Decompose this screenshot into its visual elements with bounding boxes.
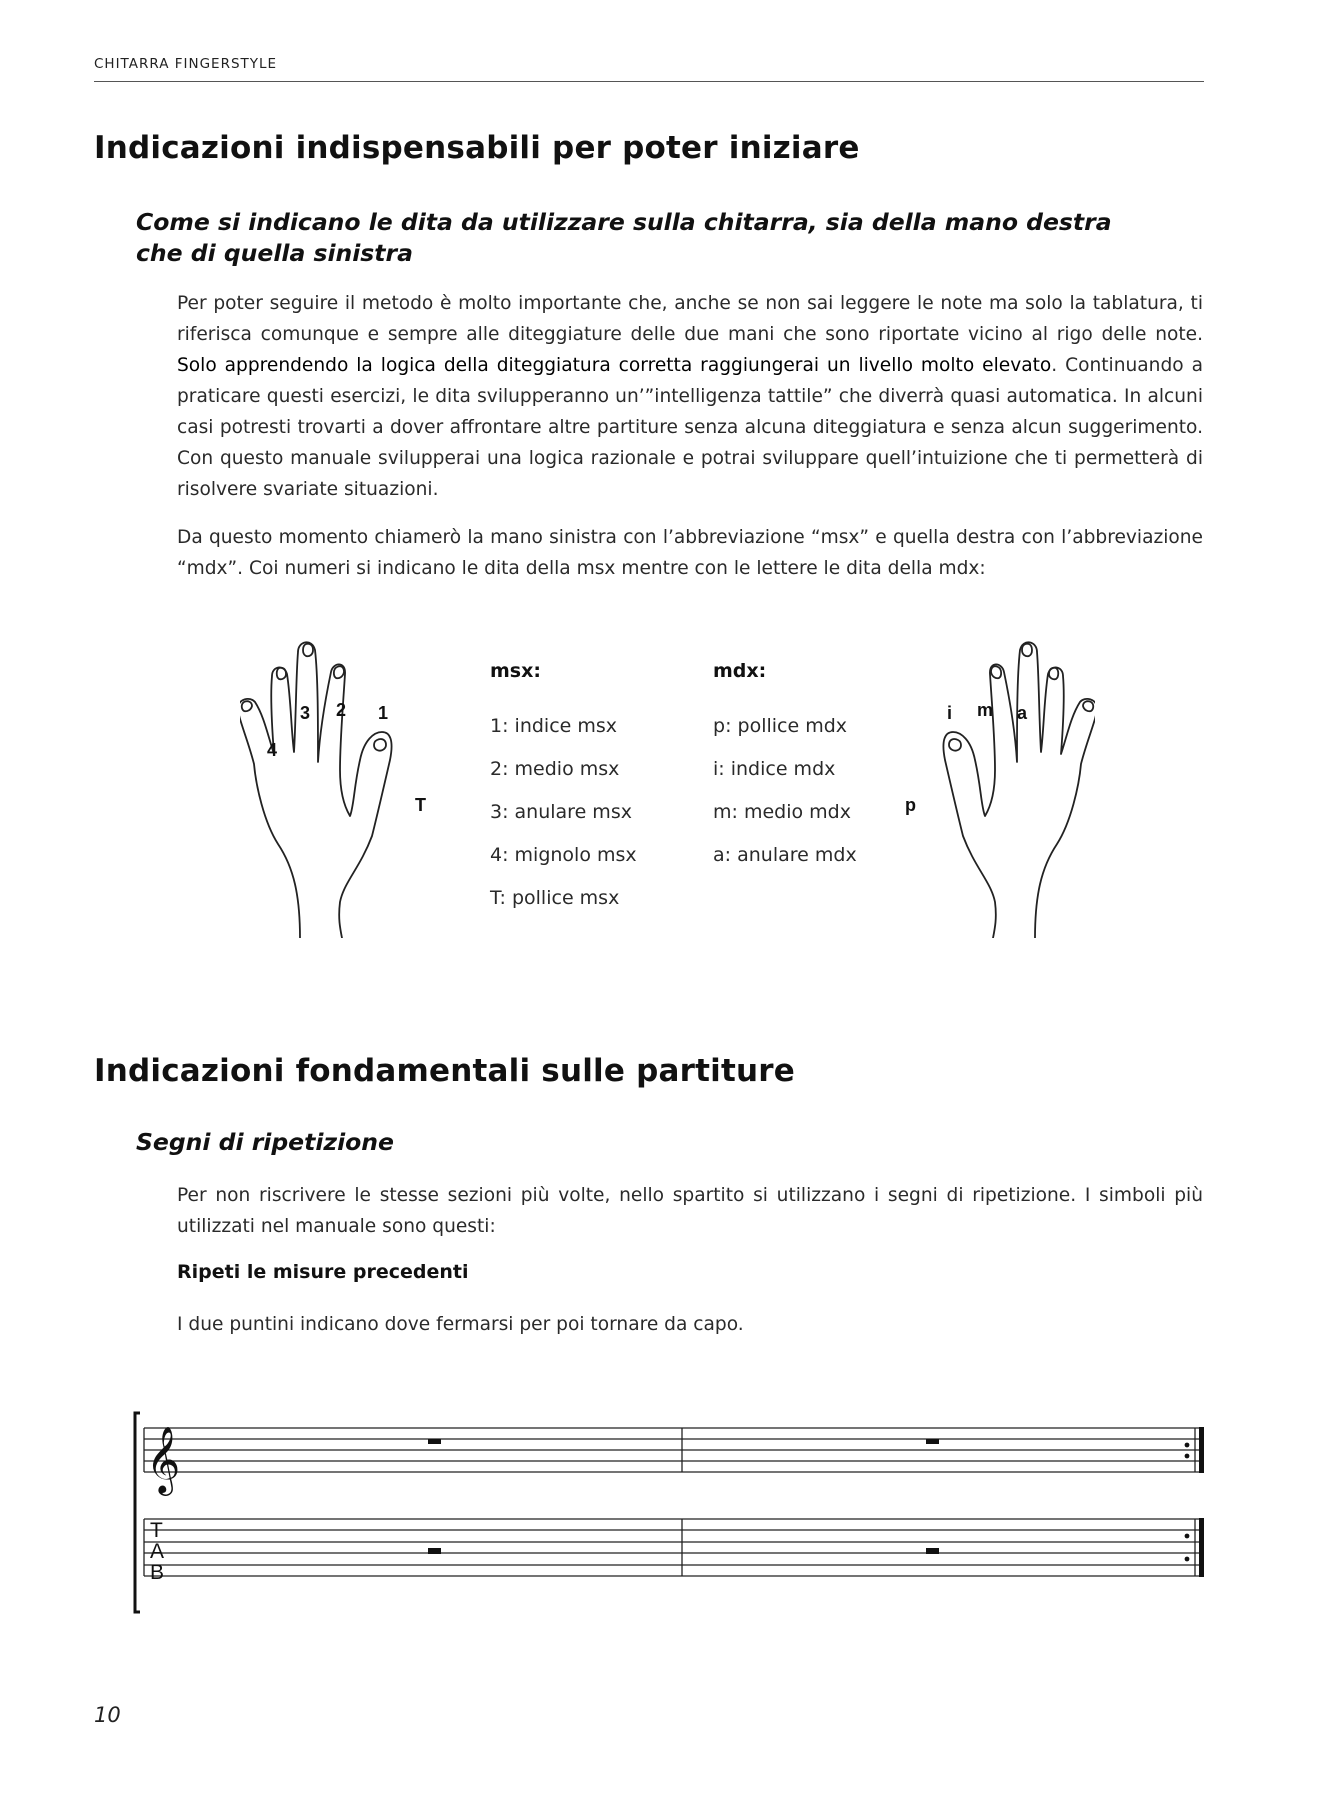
staff-repeat-dot <box>1185 1454 1190 1459</box>
right-nail-3 <box>1049 668 1058 680</box>
mdx-legend-key: a <box>713 844 725 866</box>
tab-rest-2 <box>926 1548 939 1554</box>
left-nail-2 <box>303 644 313 657</box>
msx-legend-key: 2 <box>490 758 503 780</box>
mdx-legend-item <box>713 791 857 834</box>
left-finger-label-3: 3 <box>300 703 311 723</box>
left-hand-illustration <box>240 636 455 938</box>
mdx-legend-item <box>713 834 857 877</box>
msx-legend-heading: msx: <box>490 660 541 682</box>
whole-rest-2 <box>926 1439 939 1444</box>
abbreviation-paragraph: Da questo momento chiamerò la mano sinistra con l’abbreviazione “msx” e quella destra con l’abbreviazione “mdx”. Coi numeri si indicano le dita della msx mentre con le lettere le dita della mdx: <box>177 527 1203 579</box>
tab-staff <box>144 1519 1204 1576</box>
msx-legend-text: : pollice msx <box>499 887 620 909</box>
section-subtitle-2: Segni di ripetizione <box>136 1128 394 1156</box>
right-finger-label-a: a <box>1017 703 1028 723</box>
mdx-legend-text: : indice mdx <box>718 758 836 780</box>
msx-legend-list <box>490 705 637 920</box>
msx-legend-item <box>490 877 637 920</box>
right-nail-1 <box>991 666 1001 678</box>
repeat-intro-paragraph: Per non riscrivere le stesse sezioni più volte, nello spartito si utilizzano i segni di ripetizione. I simboli più utilizzati nel manuale sono questi: <box>177 1185 1203 1237</box>
right-hand-outline <box>943 642 1095 938</box>
msx-legend-key: T <box>490 887 500 909</box>
mdx-legend-key: m <box>713 801 732 823</box>
mdx-legend-item <box>713 705 857 748</box>
section-subtitle-1a: Come si indicano le dita da utilizzare sulla chitarra, sia della mano destra <box>136 208 1112 236</box>
msx-legend-text: : mignolo msx <box>502 844 637 866</box>
mdx-legend-text: : anulare mdx <box>724 844 857 866</box>
right-thumb-label-p: p <box>905 795 916 815</box>
page-number: 10 <box>94 1703 121 1727</box>
msx-legend-text: : anulare msx <box>502 801 632 823</box>
left-nail-3 <box>277 668 286 680</box>
left-nail-1 <box>334 666 344 678</box>
msx-legend-text: : indice msx <box>502 715 618 737</box>
msx-legend-key: 1 <box>490 715 503 737</box>
section-title-2: Indicazioni fondamentali sulle partiture <box>94 1053 795 1089</box>
left-thumbnail <box>374 739 386 751</box>
right-finger-label-i: i <box>947 703 953 723</box>
right-hand-illustration <box>880 636 1095 938</box>
mdx-legend-heading: mdx: <box>713 660 767 682</box>
tab-letter-b: B <box>150 1561 165 1584</box>
score-example <box>128 1400 1208 1625</box>
tab-rest-1 <box>428 1548 441 1554</box>
msx-legend-item <box>490 705 637 748</box>
treble-clef-icon: 𝄞 <box>146 1425 181 1493</box>
left-thumb-label: T <box>415 795 426 815</box>
mdx-legend-list <box>713 705 857 877</box>
tab-final-thick-bar <box>1199 1518 1204 1577</box>
msx-legend-item <box>490 791 637 834</box>
left-finger-label-1: 1 <box>378 703 389 723</box>
left-finger-label-2: 2 <box>336 700 347 720</box>
tab-letter-a: A <box>150 1540 165 1563</box>
treble-staff <box>144 1428 1204 1472</box>
intro-text-emphasis: Solo apprendendo la logica della diteggiatura corretta raggiungerai un livello molto elevato <box>177 355 1052 376</box>
msx-legend-item <box>490 748 637 791</box>
right-nail-2 <box>1022 644 1032 657</box>
intro-paragraph <box>177 288 1203 505</box>
right-nail-4 <box>1083 701 1093 711</box>
msx-legend-key: 3 <box>490 801 503 823</box>
intro-text-c: . Continuando a praticare questi esercizi, le dita svilupperanno un’”intelligenza tattile” che diverrà quasi automatica. In alcuni casi potresti trovarti a dover affrontare altre partiture senza alcuna diteggiatura e senza alcun suggerimento. Con questo manuale svilupperai una logica razionale e potrai sviluppare quell’intuizione che ti permetterà di risolvere svariate situazioni. <box>177 355 1203 500</box>
msx-legend-text: : medio msx <box>502 758 620 780</box>
mdx-legend-text: : medio mdx <box>731 801 851 823</box>
staff-repeat-dot <box>1185 1443 1190 1448</box>
msx-legend-item <box>490 834 637 877</box>
mdx-legend-key: i <box>713 758 719 780</box>
whole-rest-1 <box>428 1439 441 1444</box>
tab-repeat-dot <box>1185 1534 1190 1539</box>
left-finger-label-4: 4 <box>267 740 278 760</box>
right-thumbnail <box>949 739 961 751</box>
running-header: CHITARRA FINGERSTYLE <box>94 56 278 72</box>
tab-repeat-dot <box>1185 1557 1190 1562</box>
mdx-legend-text: : pollice mdx <box>725 715 848 737</box>
msx-legend-key: 4 <box>490 844 503 866</box>
repeat-description: I due puntini indicano dove fermarsi per poi tornare da capo. <box>177 1314 744 1335</box>
mdx-legend-key: p <box>713 715 726 737</box>
mdx-legend-item <box>713 748 857 791</box>
left-nail-4 <box>242 701 252 711</box>
intro-text-a: Per poter seguire il metodo è molto importante che, anche se non sai leggere le note ma solo la tablatura, ti riferisca comunque e sempre alle diteggiature delle due mani che sono riportate vicino al rigo delle note. <box>177 293 1203 345</box>
right-finger-label-m: m <box>977 700 994 720</box>
section-subtitle-1b: che di quella sinistra <box>136 239 413 267</box>
repeat-subheading: Ripeti le misure precedenti <box>177 1261 469 1283</box>
left-hand-outline <box>240 642 392 938</box>
tab-letter-t: T <box>150 1519 163 1542</box>
section-title-1: Indicazioni indispensabili per poter iniziare <box>94 130 860 166</box>
staff-final-thick-bar <box>1199 1427 1204 1473</box>
system-brace <box>135 1413 140 1612</box>
header-rule <box>94 81 1204 82</box>
